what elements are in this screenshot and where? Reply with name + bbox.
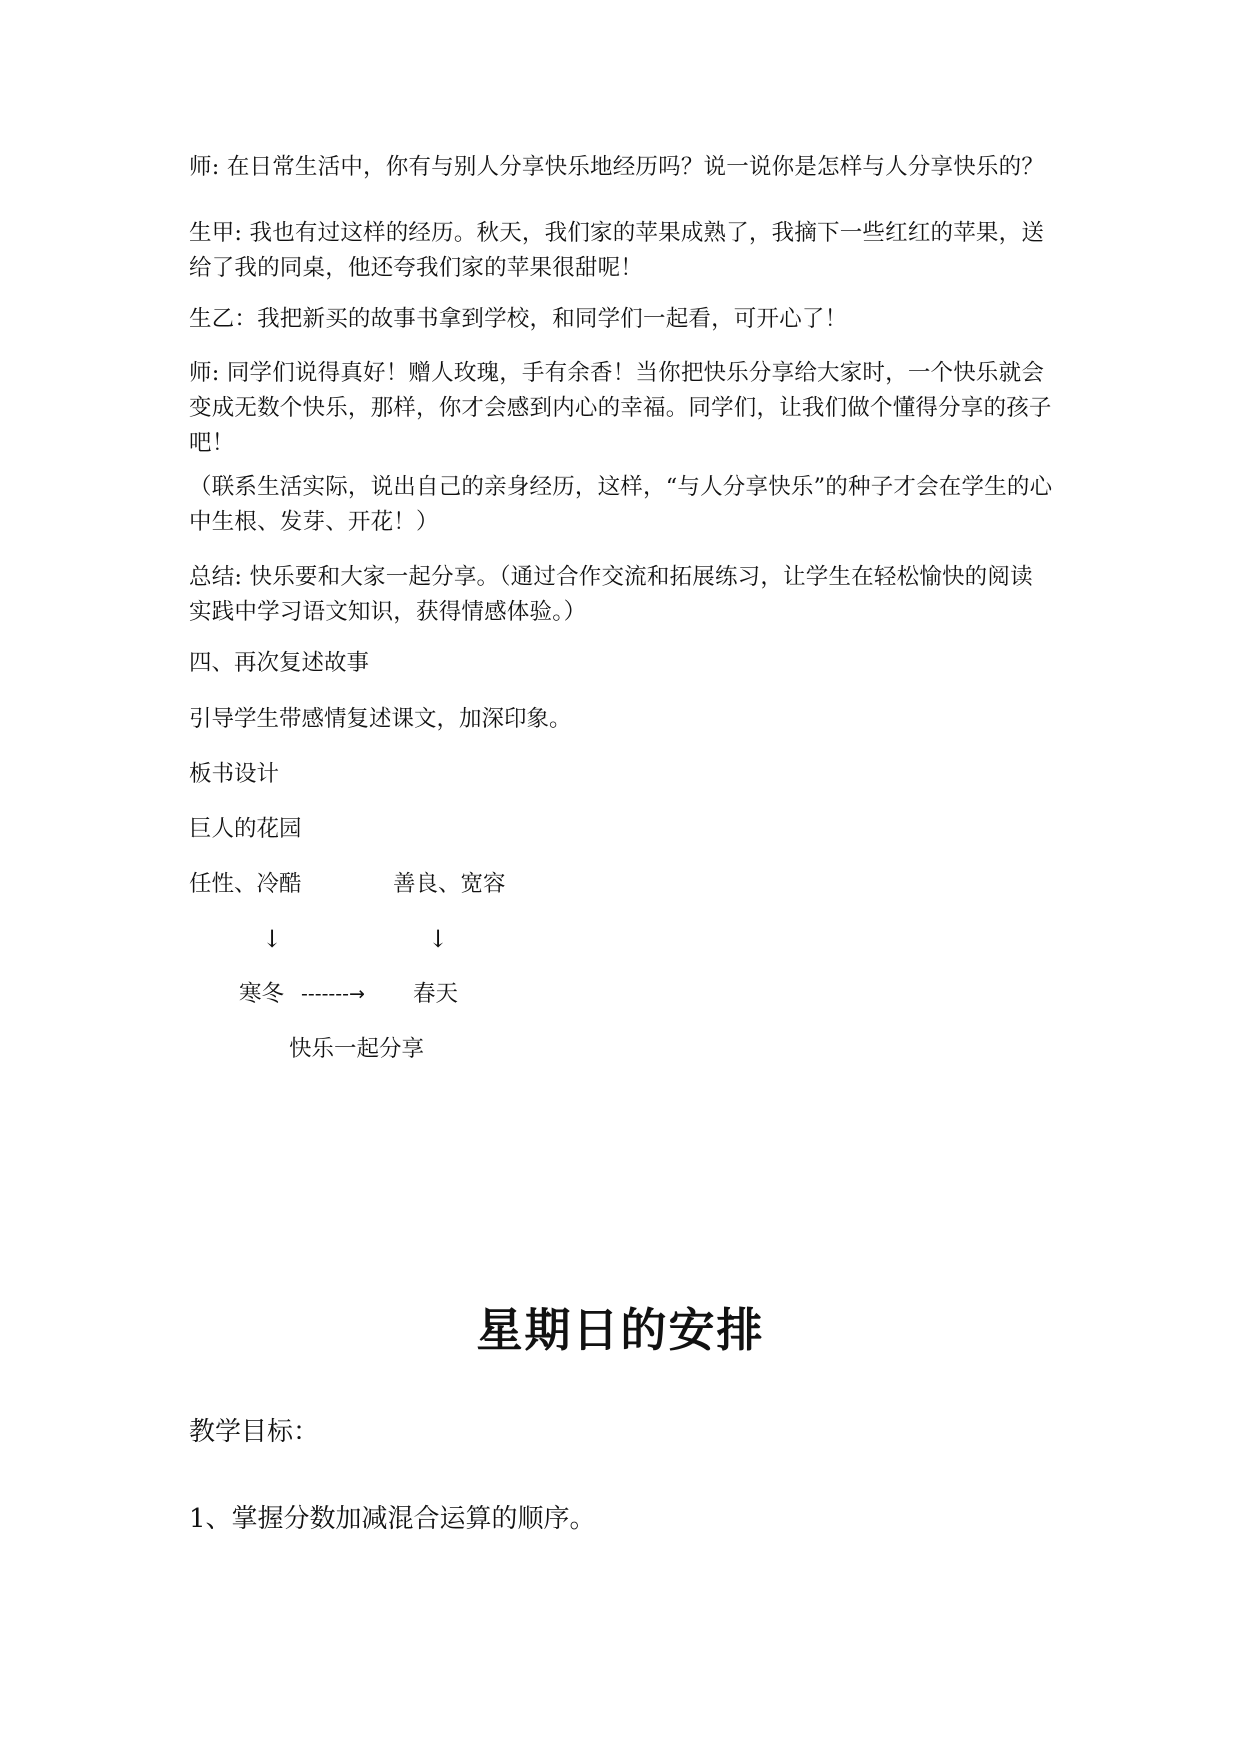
objective-item-1: 1、掌握分数加减混合运算的顺序。: [189, 1504, 596, 1534]
paragraph-teacher-praise: 师: 同学们说得真好！赠人玫瑰，手有余香！当你把快乐分享给大家时，一个快乐就会变成无数个快乐，那样，你才会感到内心的幸福。同学们，让我们做个懂得分享的孩子吧！: [189, 360, 1052, 456]
board-title: 巨人的花园: [189, 816, 302, 842]
paragraph-student-a: 生甲: 我也有过这样的经历。秋天，我们家的苹果成熟了，我摘下一些红红的苹果，送给了我的同桌，他还夸我们家的苹果很甜呢！: [189, 220, 1045, 281]
paragraph-summary: 总结: 快乐要和大家一起分享。（通过合作交流和拓展练习，让学生在轻松愉快的阅读实践中学习语文知识，获得情感体验。）: [189, 564, 1033, 625]
board-design-heading: 板书设计: [189, 761, 280, 787]
arrow-down-icon: ↓: [428, 925, 449, 953]
paragraph-retell-guide: 引导学生带感情复述课文，加深印象。: [189, 706, 572, 732]
paragraph-student-b: 生乙：我把新买的故事书拿到学校，和同学们一起看，可开心了！: [189, 306, 848, 332]
board-right-traits: 善良、宽容: [393, 871, 506, 897]
board-transition-arrow: -------→: [301, 983, 365, 1005]
lesson-title: 星期日的安排: [476, 1303, 765, 1357]
board-conclusion: 快乐一起分享: [289, 1036, 425, 1062]
board-left-traits: 任性、冷酷: [189, 871, 302, 897]
section-heading-retell: 四、再次复述故事: [189, 650, 370, 676]
board-spring: 春天: [413, 981, 459, 1007]
board-winter: 寒冬: [239, 981, 285, 1007]
paragraph-teacher-question: 师: 在日常生活中，你有与别人分享快乐地经历吗？说一说你是怎样与人分享快乐的？: [189, 154, 1045, 180]
objectives-heading: 教学目标：: [189, 1417, 320, 1447]
paragraph-note: （联系生活实际，说出自己的亲身经历，这样，“与人分享快乐”的种子才会在学生的心中生根、发芽、开花！）: [189, 474, 1053, 535]
arrow-down-icon: ↓: [262, 925, 283, 953]
